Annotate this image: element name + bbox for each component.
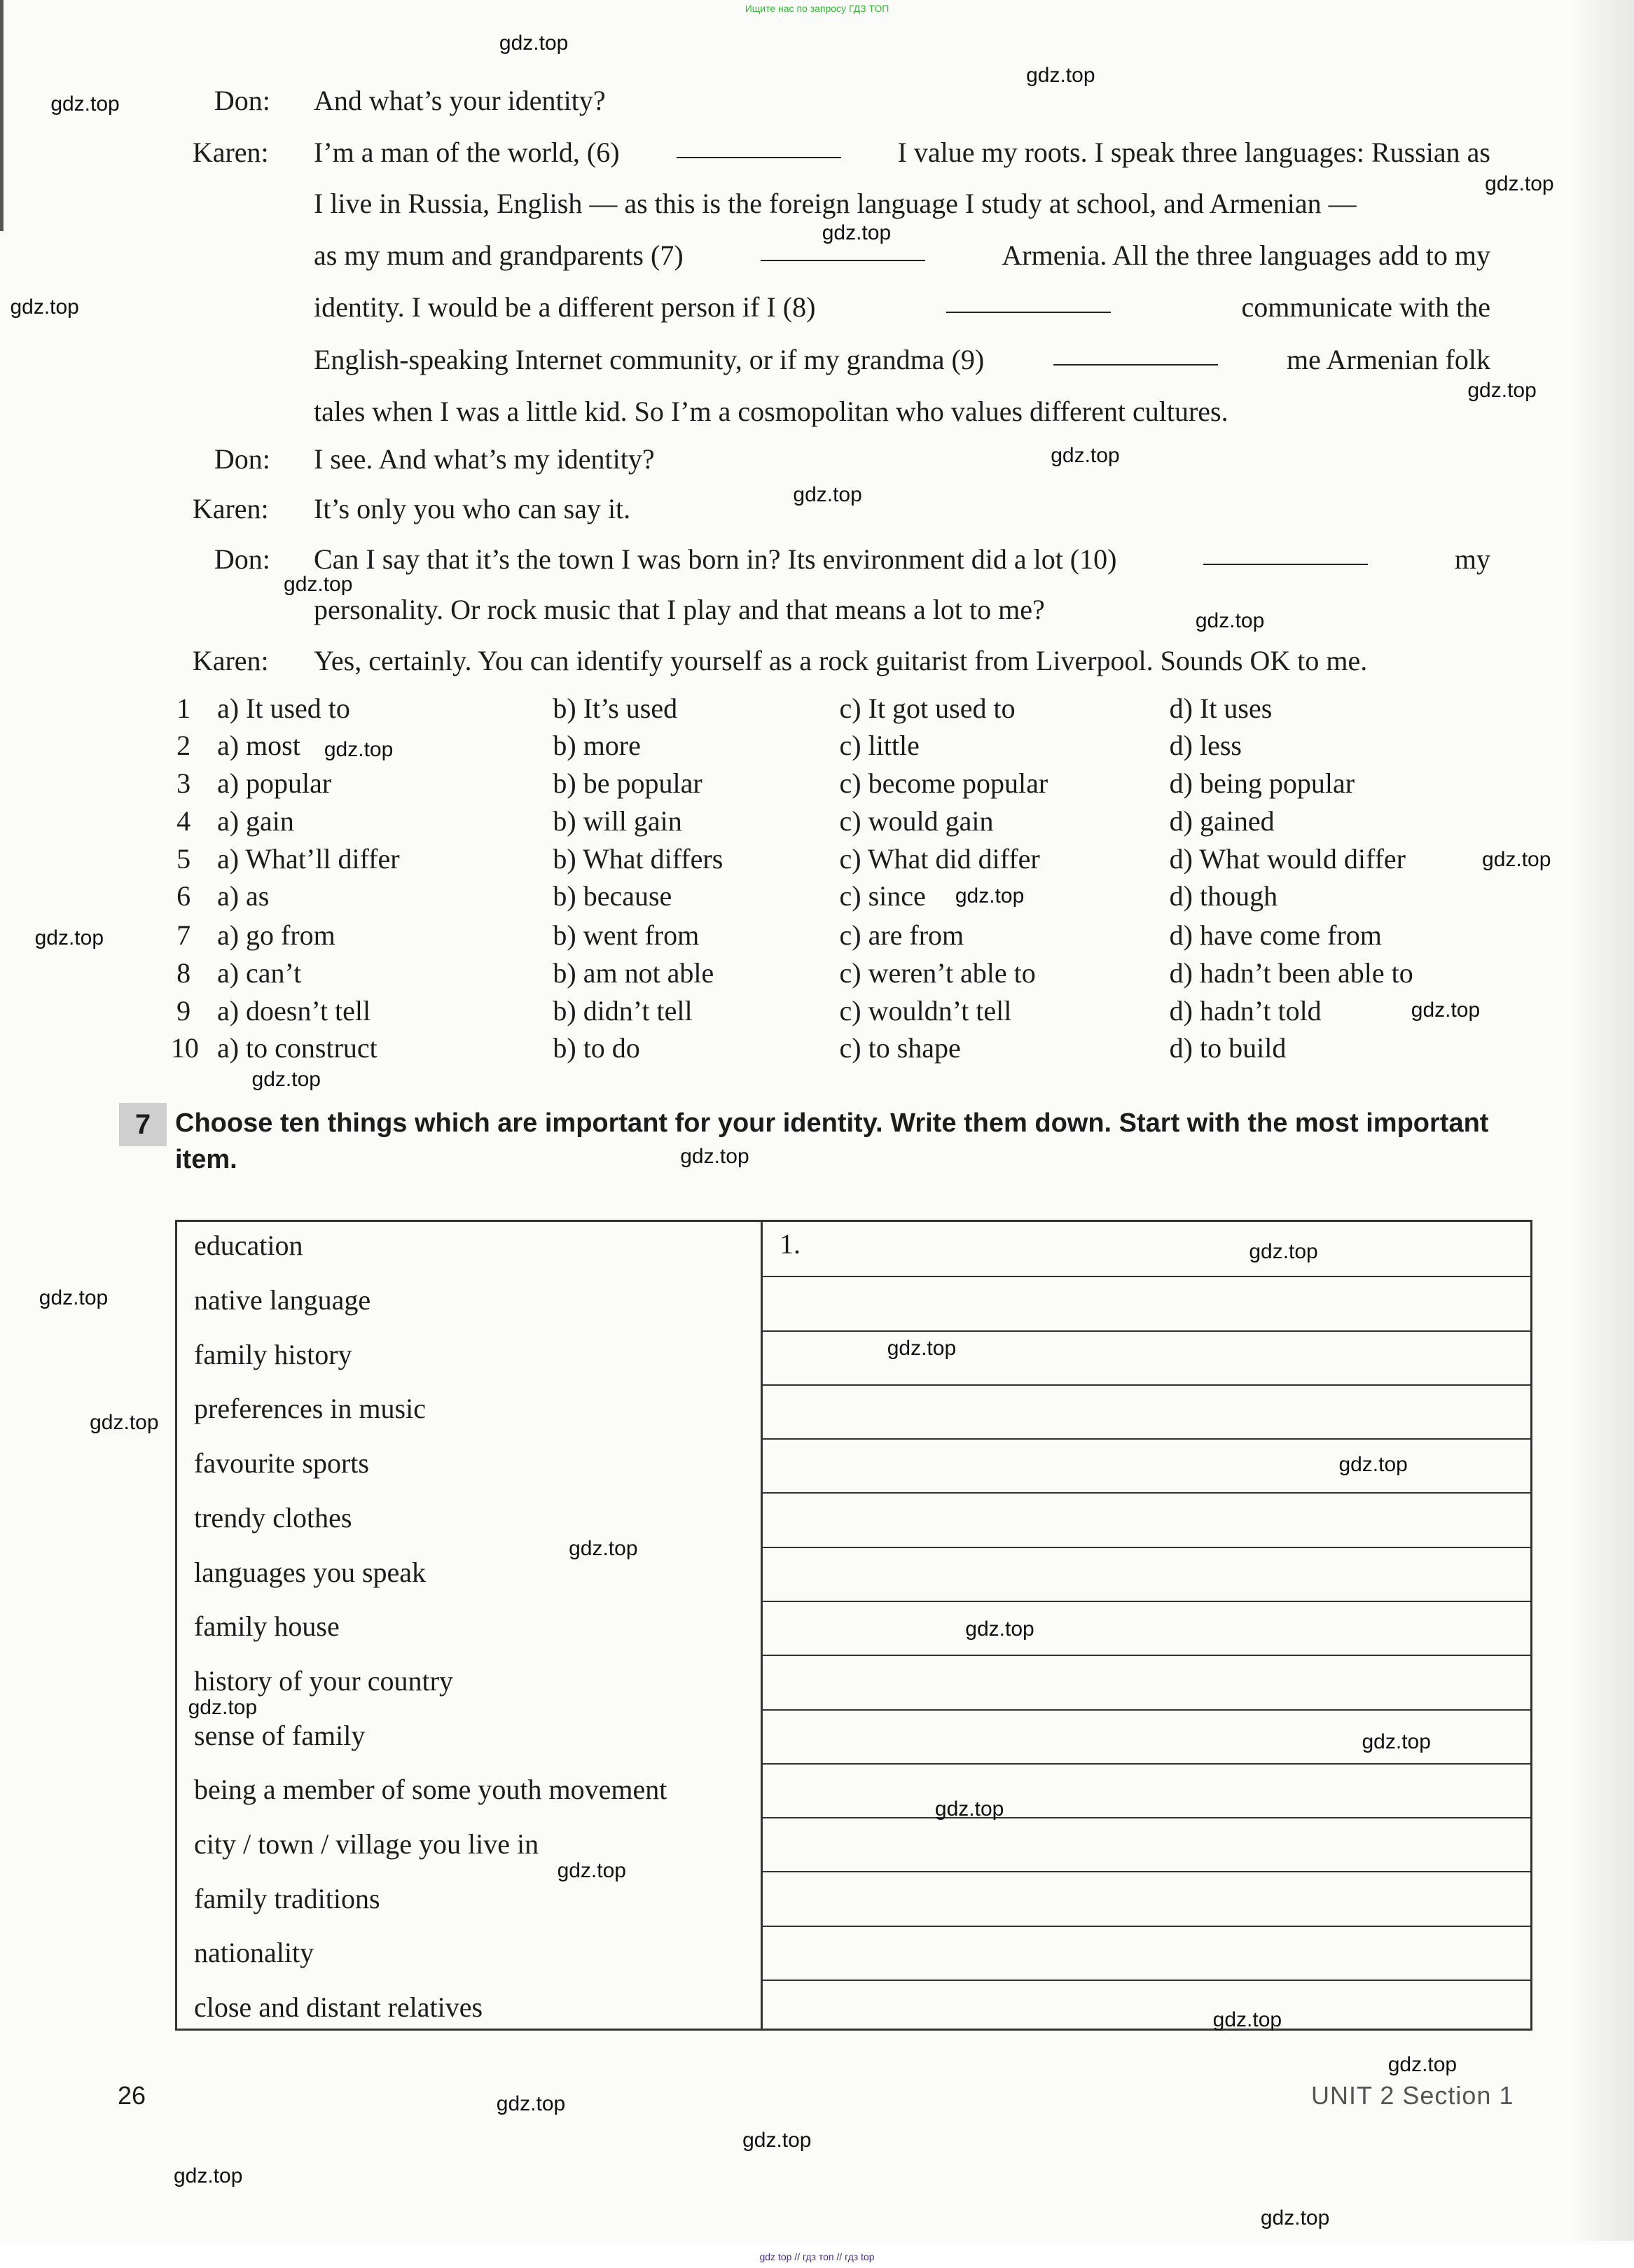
dialogue-line xyxy=(314,443,1490,476)
watermark-text: gdz.top xyxy=(34,926,104,949)
watermark-text: gdz.top xyxy=(680,1144,749,1168)
option-number: 7 xyxy=(176,919,191,952)
option-a: a) doesn’t tell xyxy=(216,994,371,1027)
option-a: a) What’ll differ xyxy=(216,842,400,875)
answer-row-line xyxy=(763,1763,1530,1765)
answer-blank xyxy=(1053,343,1218,366)
answer-row-line xyxy=(763,1384,1530,1386)
option-a: a) can’t xyxy=(216,956,302,989)
line-text: as my mum and grandparents (7) xyxy=(314,239,684,271)
dialogue-line xyxy=(314,291,1490,324)
option-c: c) are from xyxy=(839,919,964,952)
option-a: a) as xyxy=(216,880,270,912)
speaker-label: Don: xyxy=(214,443,270,475)
watermark-text: gdz.top xyxy=(1485,172,1554,195)
identity-item: family traditions xyxy=(194,1882,380,1914)
exercise-instruction: Choose ten things which are important for your identity. Write them down. Start with the most important item. xyxy=(175,1108,1489,1174)
watermark-text: gdz.top xyxy=(499,32,569,55)
speaker-label: Don: xyxy=(214,543,270,575)
option-number: 9 xyxy=(176,994,191,1027)
line-text: I’m a man of the world, (6) xyxy=(314,137,620,169)
watermark-text: gdz.top xyxy=(1212,2008,1282,2032)
watermark-text: gdz.top xyxy=(1362,1730,1431,1754)
watermark-text: gdz.top xyxy=(793,483,862,507)
identity-item: family history xyxy=(194,1338,352,1370)
option-a: a) to construct xyxy=(216,1032,378,1064)
dialogue-line xyxy=(314,395,1490,429)
option-d: d) to build xyxy=(1169,1032,1287,1064)
watermark-text: gdz.top xyxy=(934,1797,1004,1821)
header-note: Ищите нас по запросу ГДЗ ТОП xyxy=(745,3,889,14)
option-d: d) hadn’t told xyxy=(1169,994,1322,1027)
option-number: 3 xyxy=(176,767,191,800)
answer-row-line xyxy=(763,1926,1530,1927)
answer-blank xyxy=(946,291,1111,313)
watermark-text: gdz.top xyxy=(1249,1239,1318,1263)
watermark-text: gdz.top xyxy=(496,2092,566,2116)
identity-item: being a member of some youth movement xyxy=(194,1774,667,1806)
answer-row-line xyxy=(763,1709,1530,1711)
watermark-text: gdz.top xyxy=(50,92,120,116)
table-divider xyxy=(761,1222,763,2029)
dialogue-line xyxy=(314,492,1490,526)
option-c: c) since xyxy=(839,880,926,912)
option-b: b) because xyxy=(553,880,672,912)
option-b: b) went from xyxy=(553,919,700,952)
watermark-text: gdz.top xyxy=(1195,608,1265,632)
line-text: me Armenian folk xyxy=(1286,343,1490,375)
line-text: I value my roots. I speak three languages: Russian as xyxy=(897,137,1490,169)
option-number: 5 xyxy=(176,842,191,875)
option-a: a) popular xyxy=(216,767,332,800)
dialogue-line xyxy=(314,543,1490,576)
exercise-number: 7 xyxy=(119,1103,167,1146)
watermark-text: gdz.top xyxy=(955,884,1025,907)
option-c: c) weren’t able to xyxy=(839,956,1036,989)
answer-row-line xyxy=(763,1276,1530,1277)
option-b: b) What differs xyxy=(553,842,723,875)
speaker-label: Karen: xyxy=(192,137,269,169)
line-text: English-speaking Internet community, or if my grandma (9) xyxy=(314,343,985,375)
answer-row-line xyxy=(763,1655,1530,1656)
answer-first-number: 1. xyxy=(780,1228,801,1260)
watermark-text: gdz.top xyxy=(324,737,394,761)
watermark-text: gdz.top xyxy=(1338,1452,1408,1476)
answer-row-line xyxy=(763,1547,1530,1548)
answer-row-line xyxy=(763,1980,1530,1981)
option-b: b) didn’t tell xyxy=(553,994,693,1027)
footer-note: gdz top // гдз топ // гдз top xyxy=(759,2251,875,2262)
line-text: communicate with the xyxy=(1241,291,1490,323)
dialogue-line xyxy=(314,343,1490,377)
option-a: a) go from xyxy=(216,919,335,952)
watermark-text: gdz.top xyxy=(742,2128,812,2152)
answer-row-line xyxy=(763,1492,1530,1494)
option-d: d) It uses xyxy=(1169,692,1273,724)
identity-item: close and distant relatives xyxy=(194,1991,483,2024)
identity-item: preferences in music xyxy=(194,1393,426,1425)
line-text: Armenia. All the three languages add to my xyxy=(1002,239,1490,271)
line-text: my xyxy=(1454,543,1490,575)
identity-item: city / town / village you live in xyxy=(194,1828,539,1860)
identity-item: history of your country xyxy=(194,1664,453,1697)
option-b: b) more xyxy=(553,730,641,762)
watermark-text: gdz.top xyxy=(557,1859,626,1883)
line-text: Yes, certainly. You can identify yourself as a rock guitarist from Liverpool. Sounds OK to me. xyxy=(314,644,1368,676)
line-text: Can I say that it’s the town I was born in? Its environment did a lot (10) xyxy=(314,543,1117,575)
watermark-text: gdz.top xyxy=(569,1536,638,1560)
watermark-text: gdz.top xyxy=(887,1337,957,1361)
identity-item: native language xyxy=(194,1284,371,1316)
option-d: d) hadn’t been able to xyxy=(1169,956,1413,989)
option-b: b) It’s used xyxy=(553,692,678,724)
option-d: d) gained xyxy=(1169,805,1275,837)
option-b: b) be popular xyxy=(553,767,702,800)
watermark-text: gdz.top xyxy=(1467,379,1537,403)
identity-item: family house xyxy=(194,1610,340,1643)
answer-row-line xyxy=(763,1871,1530,1872)
answer-blank xyxy=(1203,543,1368,565)
watermark-text: gdz.top xyxy=(965,1617,1034,1641)
option-c: c) would gain xyxy=(839,805,994,837)
watermark-text: gdz.top xyxy=(251,1068,321,1092)
line-text: identity. I would be a different person if I (8) xyxy=(314,291,816,323)
page-number: 26 xyxy=(118,2081,146,2110)
option-d: d) What would differ xyxy=(1169,842,1406,875)
speaker-label: Karen: xyxy=(192,492,269,524)
option-number: 1 xyxy=(176,692,191,724)
watermark-text: gdz.top xyxy=(39,1286,109,1310)
option-c: c) wouldn’t tell xyxy=(839,994,1012,1027)
option-d: d) though xyxy=(1169,880,1278,912)
answer-row-line xyxy=(763,1330,1530,1332)
page-edge-shadow xyxy=(1571,0,1634,2241)
watermark-text: gdz.top xyxy=(1387,2053,1458,2077)
option-c: c) to shape xyxy=(839,1032,961,1064)
option-d: d) less xyxy=(1169,730,1242,762)
option-number: 10 xyxy=(170,1032,199,1064)
option-number: 6 xyxy=(176,880,191,912)
identity-item: nationality xyxy=(194,1937,314,1969)
option-a: a) most xyxy=(216,730,300,762)
option-c: c) It got used to xyxy=(839,692,1016,724)
identity-item: trendy clothes xyxy=(194,1501,352,1533)
watermark-text: gdz.top xyxy=(1411,998,1481,1022)
watermark-text: gdz.top xyxy=(1026,63,1095,87)
answer-row-line xyxy=(763,1817,1530,1818)
option-d: d) have come from xyxy=(1169,919,1382,952)
watermark-text: gdz.top xyxy=(284,573,353,597)
dialogue-line xyxy=(314,593,1490,627)
line-text: And what’s your identity? xyxy=(314,84,606,116)
option-number: 8 xyxy=(176,956,191,989)
option-b: b) am not able xyxy=(553,956,714,989)
option-number: 2 xyxy=(176,730,191,762)
watermark-text: gdz.top xyxy=(188,1695,258,1719)
line-text: I see. And what’s my identity? xyxy=(314,443,655,475)
identity-table xyxy=(175,1220,1532,2031)
watermark-text: gdz.top xyxy=(90,1410,159,1434)
option-number: 4 xyxy=(176,805,191,837)
answer-row-line xyxy=(763,1601,1530,1602)
identity-item: education xyxy=(194,1230,303,1262)
dialogue-line xyxy=(314,136,1490,169)
speaker-label: Karen: xyxy=(192,644,269,676)
dialogue-line xyxy=(314,644,1490,678)
dialogue-line xyxy=(314,84,1490,118)
option-b: b) to do xyxy=(553,1032,640,1064)
line-text: It’s only you who can say it. xyxy=(314,492,631,524)
option-c: c) little xyxy=(839,730,920,762)
watermark-text: gdz.top xyxy=(1051,444,1120,468)
identity-item: languages you speak xyxy=(194,1556,427,1588)
watermark-text: gdz.top xyxy=(173,2164,243,2188)
watermark-text: gdz.top xyxy=(822,221,892,245)
answer-blank xyxy=(677,136,841,158)
option-c: c) What did differ xyxy=(839,842,1040,875)
option-a: a) It used to xyxy=(216,692,350,724)
option-a: a) gain xyxy=(216,805,294,837)
dialogue-line xyxy=(314,187,1490,221)
watermark-text: gdz.top xyxy=(10,295,79,319)
option-c: c) become popular xyxy=(839,767,1048,800)
line-text: personality. Or rock music that I play and that means a lot to me? xyxy=(314,594,1045,626)
line-text: tales when I was a little kid. So I’m a cosmopolitan who values different cultures. xyxy=(314,396,1228,428)
unit-section: UNIT 2 Section 1 xyxy=(1311,2081,1514,2110)
line-text: I live in Russia, English — as this is the foreign language I study at school, and Armenian — xyxy=(314,187,1357,219)
answer-row-line xyxy=(763,1438,1530,1440)
option-d: d) being popular xyxy=(1169,767,1355,800)
binding-line xyxy=(0,0,4,231)
option-b: b) will gain xyxy=(553,805,682,837)
identity-item: favourite sports xyxy=(194,1447,369,1480)
identity-item: sense of family xyxy=(194,1719,366,1751)
watermark-text: gdz.top xyxy=(1482,847,1551,871)
speaker-label: Don: xyxy=(214,84,270,116)
dialogue-line xyxy=(314,239,1490,272)
watermark-text: gdz.top xyxy=(1260,2206,1330,2230)
